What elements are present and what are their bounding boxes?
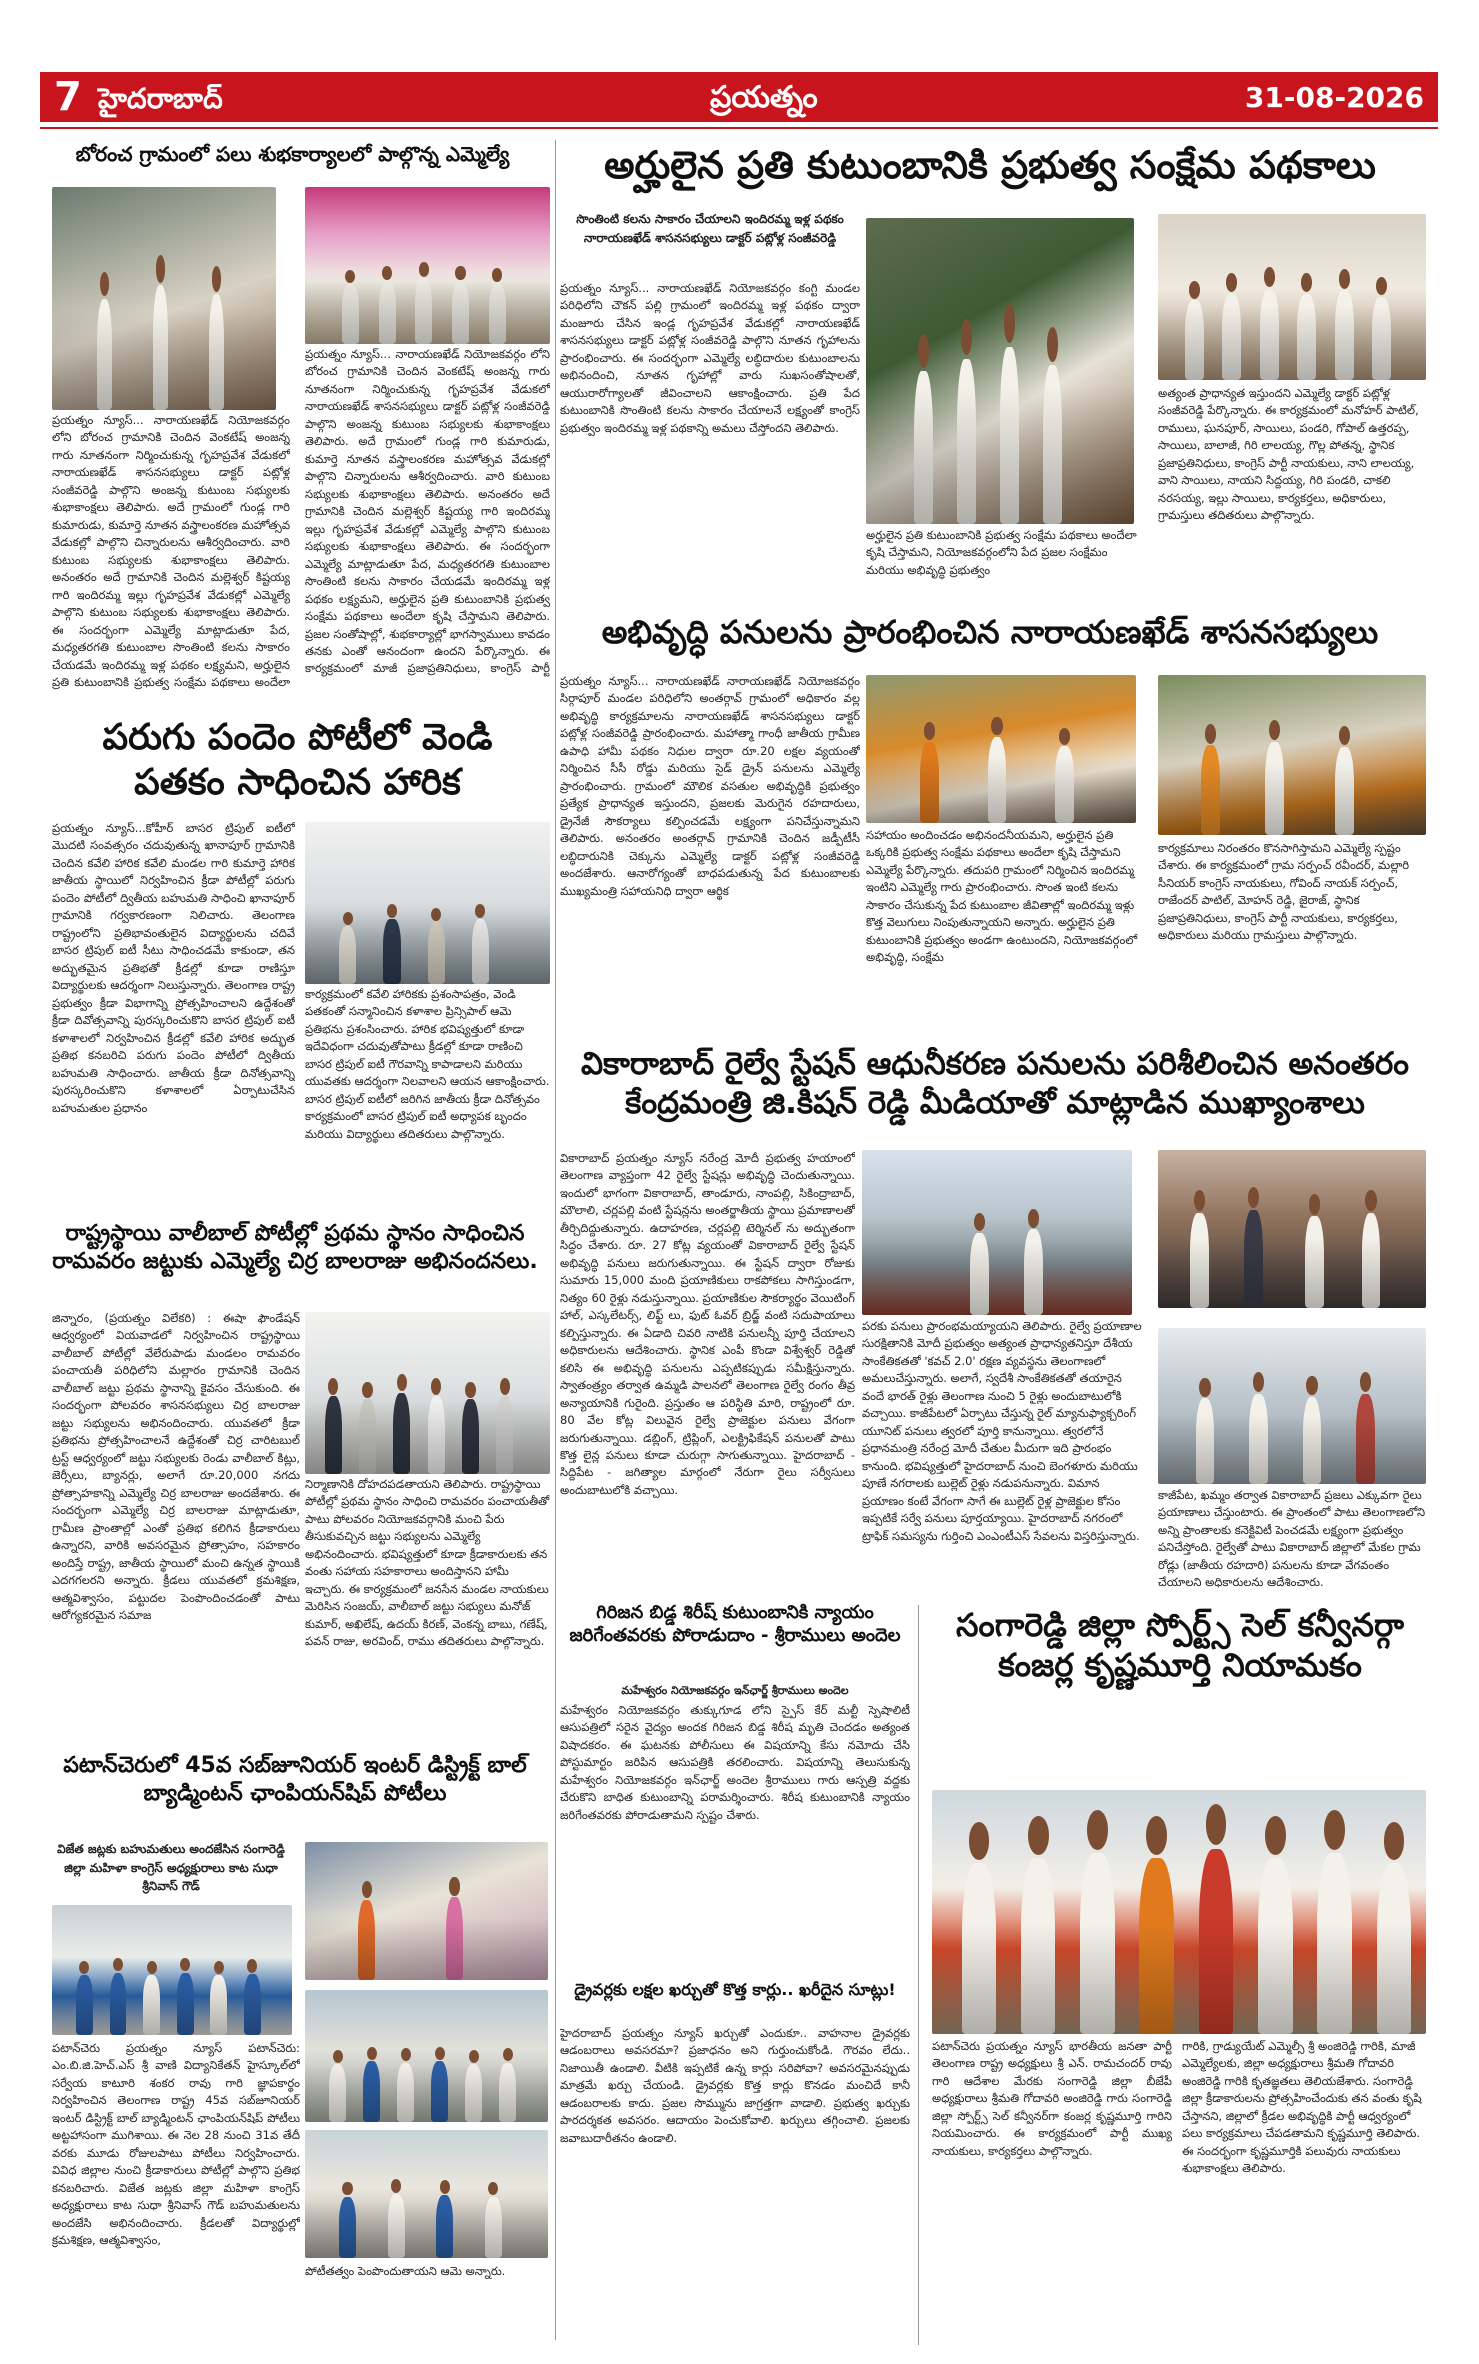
photo-caption: కార్యక్రమంలో కవేలి హారికకు ప్రశంసాపత్రం, వెండి పతకంతో సన్మానించిన కళాశాల ప్రిన్సిపాల్ ఆమె ప్రతిభను ప్రశంసించారు. హారిక భవిష్యత్తులో కూడా ఇదేవిధంగా చదువుతోపాటు క్రీడల్లో కూడా రాణించి బాసర ట్రిపుల్ ఐటీ గౌరవాన్ని కాపాడాలని మరియు యువతకు ఆదర్శంగా నిలవాలని ఆయన ఆకాంక్షించారు. బాసర ట్రిపుల్ ఐటీలో జరిగిన జాతీయ క్రీడా దినోత్సవం కార్యక్రమంలో బాసర ట్రిపుల్ ఐటీ అధ్యాపక బృందం మరియు విద్యార్థులు తదితరులు పాల్గొన్నారు. bbox=[305, 987, 550, 1141]
news-photo bbox=[866, 218, 1134, 524]
news-photo bbox=[932, 1790, 1426, 2034]
headline: బోరంచ గ్రామంలో పలు శుభకార్యాలలో పాల్గొన్న ఎమ్మెల్యే bbox=[75, 142, 510, 166]
news-photo bbox=[52, 1905, 292, 2035]
section-name: హైదరాబాద్ bbox=[98, 82, 223, 115]
paper-logo: ప్రయత్నం bbox=[710, 80, 818, 115]
article-body: హైదరాబాద్ ప్రయత్నం న్యూస్ ఖర్చుతో ఎందుకూ.. వాహనాల డ్రైవర్లకు ఆడంబరాలు అవసరమా? ప్రజాధనం అని గుర్తుంచుకోండి. గౌరవం లేదు.. నిజాయితీ ఉండాలి. వీటికి ఇప్పటికే ఉన్న కార్లు సరిపోవా? అవసరమైనప్పుడు మాత్రమే ఖర్చు చేయండి. డ్రైవర్లకు కొత్త కార్లు కొనడం మంచిదే కానీ ఆడంబరాలకు కాదు. ప్రజల సొమ్మును జాగ్రత్తగా వాడాలి. ప్రభుత్వ ఖర్చుకు పారదర్శకత అవసరం. ఆదాయం పెంచుకోవాలి. ఖర్చులు తగ్గించాలి. ప్రజలకు జవాబుదారీతనం ఉండాలి. bbox=[560, 2026, 910, 2145]
headline: వికారాబాద్ రైల్వే స్టేషన్ ఆధునీకరణ పనులను పరిశీలించిన అనంతరం కేంద్రమంత్రి జి.కిషన్ రెడ్డి మీడియాతో మాట్లాడిన ముఖ్యాంశాలు bbox=[581, 1046, 1409, 1121]
headline: సంగారెడ్డి జిల్లా స్పోర్ట్స్ సెల్ కన్వీనర్గా కంజర్ల కృష్ణమూర్తి నియామకం bbox=[956, 1606, 1404, 1684]
news-photo bbox=[1158, 1150, 1426, 1308]
news-photo bbox=[305, 822, 550, 984]
news-photo bbox=[305, 1842, 548, 1980]
photo-caption: పోటీతత్వం పెంపొందుతాయని ఆమె అన్నారు. bbox=[305, 2264, 506, 2278]
article-body: జిన్నారం, (ప్రయత్నం విలేకరి) : ఈషా ఫౌండేషన్ ఆధ్వర్యంలో వియవాడలో నిర్వహించిన రాష్ట్రస్థాయి వాలీబాల్ పోటీల్లో వేలేరుపాడు మండలం రామవరం పంచాయతీ పరిధిలోని మల్లారం గ్రామానికి చెందిన వాలీబాల్ జట్టు ప్రథమ స్థానాన్ని కైవసం చేసుకుంది. ఈ సందర్భంగా పోలవరం శాసనసభ్యులు చిర్ర బాలరాజు జట్టు సభ్యులను అభినందించారు. యువతలో క్రీడా ప్రతిభను ప్రోత్సహించాలనే ఉద్దేశంతో చిర్ర చారిటబుల్ ట్రస్ట్ ఆధ్వర్యంలో జట్టు సభ్యులకు రెండు వాలీబాల్ కిట్లు, జెర్సీలు, బ్యానర్లు, అలాగే రూ.20,000 నగదు ప్రోత్సాహకాన్ని ఎమ్మెల్యే చిర్ర బాలరాజు అందజేశారు. ఈ సందర్భంగా ఎమ్మెల్యే చిర్ర బాలరాజు మాట్లాడుతూ, గ్రామీణ ప్రాంతాల్లో ఎంతో ప్రతిభ కలిగిన క్రీడాకారులు ఉన్నారని, వారికి అవసరమైన ప్రోత్సాహం, సహకారం అందిస్తే రాష్ట్ర, జాతీయ స్థాయిలో మంచి ఉన్నత స్థాయికి ఎదగగలరని అన్నారు. క్రీడలు యువతలో క్రమశిక్షణ, ఆత్మవిశ్వాసం, పట్టుదల పెంపొందించడంతో పాటు ఆరోగ్యకరమైన సమాజ bbox=[52, 1311, 300, 1622]
photo-caption: కార్యక్రమాలు నిరంతరం కొనసాగిస్తామని ఎమ్మెల్యే స్పష్టం చేశారు. ఈ కార్యక్రమంలో గ్రామ సర్పంచ్ రవీందర్, మల్లారి సీనియర్ కాంగ్రెస్ నాయకులు, గోవింద్ నాయక్ సర్పంచ్, రాజేందర్ పాటిల్, మోహన్ రెడ్డి, జైరాజ్, స్థానిక ప్రజాప్రతినిధులు, కాంగ్రెస్ పార్టీ నాయకులు, కార్యకర్తలు, అధికారులు మరియు గ్రామస్తులు పాల్గొన్నారు. bbox=[1158, 841, 1410, 943]
article-body: ప్రయత్నం న్యూస్...కోహీర్ బాసర ట్రిపుల్ ఐటీలో మొదటి సంవత్సరం చదువుతున్న ఖానాపూర్ గ్రామానికి చెందిన కవేలి హారిక కవేలి మండల గారి కుమార్తె హారిక జాతీయ స్థాయిలో నిర్వహించిన క్రీడా పోటీల్లో పరుగు పందెం పోటీలో ద్వితీయ బహుమతి సాధించి ఖానాపూర్ గ్రామానికి గర్వకారణంగా నిలిచారు. తెలంగాణ రాష్ట్రంలోని ప్రతిభావంతులైన విద్యార్థులను చదివే బాసర ట్రిపుల్ ఐటీ సీటు సాధించడమే కాకుండా, తన అద్భుతమైన ప్రతిభతో క్రీడల్లో కూడా రాణిస్తూ విద్యార్థులకు ఆదర్శంగా నిలుస్తున్నారు. తెలంగాణ రాష్ట్ర ప్రభుత్వం క్రీడా విభాగాన్ని ప్రోత్సహించాలని ఉద్దేశంతో క్రీడా దివోత్సవాన్ని పురస్కరించుకొని బాసర ట్రిపుల్ ఐటీ కళాశాలలో నిర్వహించిన క్రీడల్లో కవేలి హారిక అద్భుత ప్రతిభ కనబరిచి పరుగు పందెం పోటీలో ద్వితీయ బహుమతి సాధించారు. జాతీయ క్రీడా దినోత్సవాన్ని పురస్కరించుకొని కళాశాలలో ఏర్పాటుచేసిన బహుమతుల ప్రధానం bbox=[52, 821, 295, 1115]
headline: అభివృద్ధి పనులను ప్రారంభించిన నారాయణఖేడ్ శాసనసభ్యులు bbox=[601, 613, 1379, 651]
subheading: విజేత జట్లకు బహుమతులు అందజేసిన సంగారెడ్డి జిల్లా మహిళా కాంగ్రెస్ అధ్యక్షురాలు కాట సుధా శ్రీనివాస్ గౌడ్ bbox=[57, 1842, 285, 1894]
photo-caption: నిర్మాణానికి దోహదపడతాయని తెలిపారు. రాష్ట్రస్థాయి పోటీల్లో ప్రథమ స్థానం సాధించి రామవరం పంచాయతీతో పాటు పోలవరం నియోజకవర్గానికి మంచి పేరు తీసుకువచ్చిన జట్టు సభ్యులను ఎమ్మెల్యే అభినందించారు. భవిష్యత్తులో కూడా క్రీడాకారులకు తన వంతు సహాయ సహకారాలు అందిస్తానని హామీ ఇచ్చారు. ఈ కార్యక్రమంలో జనసేన మండల నాయకులు మెరిసిన సంజయ్, వాలీబాల్ జట్టు సభ్యులు మనోజ్ కుమార్, అఖిలేష్, ఉదయ్ కిరణ్, వెంకన్న బాబు, గణేష్, పవన్ రాజు, అరవింద్, రాము తదితరులు పాల్గొన్నారు. bbox=[305, 1477, 550, 1649]
headline: పటాన్‌చెరులో 45వ సబ్‌జూనియర్ ఇంటర్ డిస్ట్రిక్ట్ బాల్ బ్యాడ్మింటన్ ఛాంపియన్‌షిప్ పోటీలు bbox=[63, 1753, 527, 1806]
article-body: ప్రయత్నం న్యూస్... నారాయణఖేడ్ నియోజకవర్గం లోని బోరంచ గ్రామానికి చెందిన వెంకటేష్ అంజన్న గారు నూతనంగా నిర్మించుకున్న గృహప్రవేశ వేడుకలో నారాయణఖేడ్ శాసనసభ్యులు డాక్టర్ పట్లోళ్ల సంజీవరెడ్డి పాల్గొని అంజన్న కుటుంబ సభ్యులకు శుభాకాంక్షలు తెలిపారు. అదే గ్రామంలో గుండ్ల గారి కుమారుడు, కుమార్తె నూతన వస్త్రాలంకరణ మహోత్సవ వేడుకల్లో పాల్గొని చిన్నారులను ఆశీర్వదించారు. వారి కుటుంబ సభ్యులకు శుభాకాంక్షలు తెలిపారు. అనంతరం అదే గ్రామానికి చెందిన మల్లెశ్వర్ కిష్టయ్య గారి ఇందిరమ్మ ఇల్లు గృహప్రవేశ వేడుకల్లో ఎమ్మెల్యే పాల్గొని కుటుంబ సభ్యులకు శుభాకాంక్షలు తెలిపారు. ఈ సందర్భంగా ఎమ్మెల్యే మాట్లాడుతూ పేద, మధ్యతరగతి కుటుంబాల సొంతింటి కలను సాకారం చేయడమే ఇందిరమ్మ ఇళ్ల పథకం లక్ష్యమని, అర్హులైన ప్రతి కుటుంబానికి ప్రభుత్వ సంక్షేమ పథకాలు అందేలా bbox=[52, 413, 290, 690]
masthead bbox=[40, 72, 1438, 122]
photo-caption: అత్యంత ప్రాధాన్యత ఇస్తుందని ఎమ్మెల్యే డాక్టర్ పట్లోళ్ల సంజీవరెడ్డి పేర్కొన్నారు. ఈ కార్యక్రమంలో మనోహర్ పాటిల్, రాములు, ఘనపూర్, సాయిలు, పండరి, గోపాల్ ఉత్తరప్ప, సాయిలు, బాలాజీ, గిరి లాలయ్య, గొల్ల పోతన్న, స్థానిక ప్రజాప్రతినిధులు, కాంగ్రెస్ పార్టీ నాయకులు, నాని లాలయ్య, వాని సాయిలు, నాయని సిద్దయ్య, గిరి పండరి, చాకలి నరసయ్య, ఇల్లు సాయిలు, కార్యకర్తలు, అధికారులు, గ్రామస్తులు తదితరులు పాల్గొన్నారు. bbox=[1158, 386, 1419, 523]
news-photo bbox=[862, 1150, 1132, 1315]
article-body: మహేశ్వరం నియోజకవర్గం తుక్కుగూడ లోని స్పైస్ కేర్ మల్టీ స్పెషాలిటీ ఆసుపత్రిలో సరైన వైద్యం అందక గిరిజన బిడ్డ శిరీష మృతి చెందడం అత్యంత విషాదకరం. ఈ ఘటనకు పోలీసులు ఈ విషయాన్ని కేసు నమోదు చేసి పోస్టుమార్టం జరిపిన ఆసుపత్రికి తరలించారు. విషయాన్ని తెలుసుకున్న మహేశ్వరం నియోజకవర్గం ఇన్‌ఛార్జ్ అందెల శ్రీరాములు గారు ఆస్పత్రి వద్దకు చేరుకొని బాధిత కుటుంబాన్ని పరామర్శించారు. శిరీష కుటుంబానికి న్యాయం జరిగేంతవరకు పోరాడుతామని స్పష్టం చేశారు. bbox=[560, 1703, 910, 1822]
article-body: పటాన్‌చెరు ప్రయత్నం న్యూస్ భారతీయ జనతా పార్టీ తెలంగాణ రాష్ట్ర అధ్యక్షులు శ్రీ ఎన్. రామచందర్ రావు గారి ఆదేశాల మేరకు సంగారెడ్డి జిల్లా బీజేపీ అధ్యక్షురాలు శ్రీమతి గోదావరి అంజిరెడ్డి గారు సంగారెడ్డి జిల్లా స్పోర్ట్స్ సెల్ కన్వీనర్‌గా కంజర్ల కృష్ణమూర్తి గారిని నియమించారు. ఈ కార్యక్రమంలో పార్టీ ముఖ్య నాయకులు, కార్యకర్తలు పాల్గొన్నారు. bbox=[932, 2039, 1172, 2158]
headline: పరుగు పందెం పోటీలో వెండి పతకం సాధించిన హారిక bbox=[102, 717, 493, 803]
article-body-cont: ప్రయత్నం న్యూస్... నారాయణఖేడ్ నియోజకవర్గం లోని బోరంచ గ్రామానికి చెందిన వెంకటేష్ అంజన్న గారు నూతనంగా నిర్మించుకున్న గృహప్రవేశ వేడుకలో నారాయణఖేడ్ శాసనసభ్యులు డాక్టర్ పట్లోళ్ల సంజీవరెడ్డి పాల్గొని అంజన్న కుటుంబ సభ్యులకు శుభాకాంక్షలు తెలిపారు. అదే గ్రామంలో గుండ్ల గారి కుమారుడు, కుమార్తె నూతన వస్త్రాలంకరణ మహోత్సవ వేడుకల్లో పాల్గొని చిన్నారులను ఆశీర్వదించారు. వారి కుటుంబ సభ్యులకు శుభాకాంక్షలు తెలిపారు. అనంతరం అదే గ్రామానికి చెందిన మల్లెశ్వర్ కిష్టయ్య గారి ఇందిరమ్మ ఇల్లు గృహప్రవేశ వేడుకల్లో ఎమ్మెల్యే పాల్గొని కుటుంబ సభ్యులకు శుభాకాంక్షలు తెలిపారు. ఈ సందర్భంగా ఎమ్మెల్యే మాట్లాడుతూ పేద, మధ్యతరగతి కుటుంబాల సొంతింటి కలను సాకారం చేయడమే ఇందిరమ్మ ఇళ్ల పథకం లక్ష్యమని, అర్హులైన ప్రతి కుటుంబానికి ప్రభుత్వ సంక్షేమ పథకాలు అందేలా కృషి చేస్తామని తెలిపారు. ప్రజల సంతోషాల్లో, శుభకార్యాల్లో భాగస్వాములు కావడం తనకు ఎంతో ఆనందంగా ఉందని పేర్కొన్నారు. ఈ కార్యక్రమంలో మాజీ ప్రజాప్రతినిధులు, కాంగ్రెస్ పార్టీ bbox=[305, 347, 550, 676]
subheadline: డ్రైవర్లకు లక్షల ఖర్చుతో కొత్త కార్లు.. ఖరీదైన సూట్లు! bbox=[574, 1980, 896, 1999]
news-photo bbox=[1158, 675, 1426, 835]
news-photo bbox=[305, 187, 550, 344]
photo-caption: సహాయం అందించడం అభినందనీయమని, అర్హులైన ప్రతి ఒక్కరికి ప్రభుత్వ సంక్షేమ పథకాలు అందేలా కృషి చేస్తామని ఎమ్మెల్యే పేర్కొన్నారు. తదుపరి గ్రామంలో నిర్మించిన ఇందిరమ్మ ఇంటిని ఎమ్మెల్యే గారు ప్రారంభించారు. సొంత ఇంటి కలను సాకారం చేసుకున్న పేద కుటుంబాల జీవితాల్లో ఇందిరమ్మ ఇళ్లు కొత్త వెలుగులు నింపుతున్నాయని అన్నారు. అర్హులైన ప్రతి కుటుంబానికి ప్రభుత్వం అండగా ఉంటుందని, నియోజకవర్గంలో అభివృద్ధి, సంక్షేమ bbox=[866, 828, 1138, 965]
news-photo bbox=[305, 1990, 548, 2122]
issue-date: 31-08-2026 bbox=[1244, 81, 1424, 114]
subheading: మహేశ్వరం నియోజకవర్గం ఇన్‌ఛార్జ్ శ్రీరాములు అందెల bbox=[621, 1684, 849, 1697]
headline: గిరిజన బిడ్డ శిరీష్ కుటుంబానికి న్యాయం జరిగేంతవరకు పోరాడుదాం - శ్రీరాములు అందెల bbox=[569, 1602, 901, 1646]
headline: రాష్ట్రస్థాయి వాలీబాల్ పోటీల్లో ప్రథమ స్థానం సాధించిన రామవరం జట్టుకు ఎమ్మెల్యే చిర్ర బాలరాజు అభినందనలు. bbox=[52, 1221, 538, 1274]
column-rule bbox=[555, 140, 556, 2340]
article-body: పటాన్‌చెరు ప్రయత్నం న్యూస్ పటాన్‌చెరు: ఎం.బి.జి.హెచ్.ఎస్ శ్రీ వాణి విద్యానికేతన్ హైస్కూల్‌లో సర్వేయ కాటూరి శంకర రావు గారి జ్ఞాపకార్థం నిర్వహించిన తెలంగాణ రాష్ట్ర 45వ సబ్‌జూనియర్ ఇంటర్ డిస్ట్రిక్ట్ బాల్ బ్యాడ్మింటన్ ఛాంపియన్‌షిప్ పోటీలు అట్టహాసంగా ముగిశాయి. ఈ నెల 28 నుంచి 31వ తేదీ వరకు మూడు రోజులపాటు పోటీలు నిర్వహించారు. వివిధ జిల్లాల నుంచి క్రీడాకారులు పోటీల్లో పాల్గొని ప్రతిభ కనబరిచారు. విజేత జట్లకు జిల్లా మహిళా కాంగ్రెస్ అధ్యక్షురాలు కాట సుధా శ్రీనివాస్ గౌడ్ బహుమతులను అందజేసి అభినందించారు. క్రీడలతో విద్యార్థుల్లో క్రమశిక్షణ, ఆత్మవిశ్వాసం, bbox=[52, 2041, 300, 2248]
photo-caption: పరకు పనులు ప్రారంభమయ్యాయని తెలిపారు. రైల్వే ప్రయాణాల సురక్షితానికి మోదీ ప్రభుత్వం అత్యంత ప్రాధాన్యతనిస్తూ దేశీయ సాంకేతికతతో 'కవచ్ 2.0' రక్షణ వ్యవస్థను తెలంగాణలో అమలుచేస్తున్నారు. అలాగే, స్వదేశీ సాంకేతికతతో తయారైన వందే భారత్ రైళ్లు తెలంగాణ నుంచి 5 రైళ్లు అందుబాటులోకి వచ్చాయి. కాజీపేటలో ఏర్పాటు చేస్తున్న రైల్ మ్యానుఫ్యాక్చరింగ్ యూనిట్ పనులు త్వరలో పూర్తి కానున్నాయి. త్వరలోనే ప్రధానమంత్రి నరేంద్ర మోదీ చేతుల మీదుగా ఇది ప్రారంభం కానుంది. భవిష్యత్తులో హైదరాబాద్ నుంచి బెంగళూరు మరియు పూణే నగరాలకు బుల్లెట్ రైళ్లు నడుపనున్నారు. విమాన ప్రయాణం కంటే వేగంగా సాగే ఈ బుల్లెట్ రైళ్ల ప్రాజెక్టుల కోసం ఇప్పటికే సర్వే పనులు పూర్తయ్యాయి. హైదరాబాద్ నగరంలో ట్రాఫిక్ సమస్యను గుర్తించి ఎంఎంటీఎస్ సేవలను విస్తరిస్తున్నారు. bbox=[862, 1319, 1142, 1543]
article-body: ప్రయత్నం న్యూస్... నారాయణఖేడ్ నియోజకవర్గం కంగ్టి మండల పరిధిలోని చౌకన్ పల్లి గ్రామంలో ఇందిరమ్మ ఇళ్ల పథకం ద్వారా మంజూరు చేసిన ఇండ్ల గృహప్రవేశ వేడుకల్లో నారాయణఖేడ్ శాసనసభ్యులు డాక్టర్ పట్లోళ్ల సంజీవరెడ్డి పాల్గొని నూతన గృహాలను ప్రారంభించారు. ఈ సందర్భంగా ఎమ్మెల్యే లబ్ధిదారుల కుటుంబాలను అభినందించి, నూతన గృహాల్లో వారు సుఖసంతోషాలతో, ఆయురారోగ్యాలతో జీవించాలని ఆకాంక్షించారు. ప్రతి పేద కుటుంబానికి సొంతింటి కలను సాకారం చేయాలనే లక్ష్యంతో కాంగ్రెస్ ప్రభుత్వం ఇందిరమ్మ ఇళ్ల పథకాన్ని అమలు చేస్తోందని తెలిపారు. bbox=[560, 281, 860, 435]
photo-caption: కాజీపేట, ఖమ్మం తర్వాత వికారాబాద్ ప్రజలు ఎక్కువగా రైలు ప్రయాణాలు చేస్తుంటారు. ఈ ప్రాంతంలో పాటు తెలంగాణలోని అన్ని ప్రాంతాలకు కనెక్టివిటీ పెంచడమే లక్ష్యంగా ప్రభుత్వం పనిచేస్తోంది. రైల్వేతో పాటు వికారాబాద్ జిల్లాలో మేకల గ్రామ రోడ్లు (జాతీయ రహదారి) పనులను కూడా వేగవంతం చేయాలని అధికారులను ఆదేశించారు. bbox=[1158, 1488, 1426, 1590]
news-photo bbox=[1158, 1328, 1426, 1484]
article-body: వికారాబాద్ ప్రయత్నం న్యూస్ నరేంద్ర మోదీ ప్రభుత్వ హయాంలో తెలంగాణ వ్యాప్తంగా 42 రైల్వే స్టేషన్లు అభివృద్ధి చెందుతున్నాయి. ఇందులో భాగంగా వికారాబాద్, తాండూరు, నాంపల్లి, సికింద్రాబాద్, మౌలాలి, చర్లపల్లి వంటి స్టేషన్లను అంతర్జాతీయ స్థాయి ప్రమాణాలతో తీర్చిదిద్దుతున్నారు. ఉదాహరణ, చర్లపల్లి టెర్మినల్ ను అద్భుతంగా సిద్ధం చేశారు. రూ. 27 కోట్ల వ్యయంతో వికారాబాద్ రైల్వే స్టేషన్ అభివృద్ధి పనులు జరుగుతున్నాయి. ఈ స్టేషన్ ద్వారా రోజుకు సుమారు 15,000 మంది ప్రయాణికులు రాకపోకలు సాగిస్తుండగా, నిత్యం 60 రైళ్లు నడుస్తున్నాయి. ప్రయాణికుల సౌకర్యార్థం వెయిటింగ్ హాల్, ఎస్కలేటర్స్, లిఫ్ట్ లు, ఫుట్ ఓవర్ బ్రిడ్జ్ వంటి సదుపాయాలు కల్పిస్తున్నారు. ఈ ఏడాది చివరి నాటికి పనులన్నీ పూర్తి చేయాలని అధికారులను ఆదేశించారు. స్థానిక ఎంపీ కొండా విశ్వేశ్వర్ రెడ్డితో కలిసి ఈ అభివృద్ధి పనులను ఎప్పటికప్పుడు సమీక్షిస్తున్నారు. స్వాతంత్ర్యం తర్వాత ఉమ్మడి పాలనలో తెలంగాణ రైల్వే రంగం తీవ్ర అన్యాయానికి గురైంది. ప్రస్తుతం ఆ పరిస్థితి మారి, రాష్ట్రంలో రూ. 80 వేల కోట్ల విలువైన రైల్వే ప్రాజెక్టుల పనులు వేగంగా జరుగుతున్నాయి. డబ్లింగ్, ట్రిప్లింగ్, ఎలక్ట్రిఫికేషన్ పనులతో పాటు కొత్త లైన్ల పనులు కూడా చురుగ్గా సాగుతున్నాయి. హైదరాబాద్ - సిద్దిపేట - జగిత్యాల మార్గంలో నేరుగా రైలు సర్వీసులు అందుబాటులోకి వచ్చాయి. bbox=[560, 1151, 855, 1497]
headline: అర్హులైన ప్రతి కుటుంబానికి ప్రభుత్వ సంక్షేమ పథకాలు bbox=[604, 143, 1376, 187]
page-number: 7 bbox=[54, 74, 82, 120]
photo-caption: అర్హులైన ప్రతి కుటుంబానికి ప్రభుత్వ సంక్షేమ పథకాలు అందేలా కృషి చేస్తామని, నియోజకవర్గంలోని పేద ప్రజల సంక్షేమం మరియు అభివృద్ధి ప్రభుత్వం bbox=[866, 528, 1137, 577]
news-photo bbox=[305, 2130, 548, 2258]
news-photo bbox=[866, 675, 1136, 823]
photo-caption: గారికి, గ్రాడ్యుయేట్ ఎమ్మెల్సీ శ్రీ అంజిరెడ్డి గారికి, మాజీ ఎమ్మెల్యేలకు, జిల్లా అధ్యక్షురాలు శ్రీమతి గోదావరి అంజిరెడ్డి గారికి కృతజ్ఞతలు తెలియజేశారు. సంగారెడ్డి జిల్లా క్రీడాకారులను ప్రోత్సహించేందుకు తన వంతు కృషి చేస్తానని, జిల్లాలో క్రీడల అభివృద్ధికి పార్టీ ఆధ్వర్యంలో పలు కార్యక్రమాలు చేపడతామని కృష్ణమూర్తి తెలిపారు. ఈ సందర్భంగా కృష్ణమూర్తికి పలువురు నాయకులు శుభాకాంక్షలు తెలిపారు. bbox=[1182, 2039, 1422, 2176]
subheading: సొంతింటి కలను సాకారం చేయాలని ఇందిరమ్మ ఇళ్ల పథకం నారాయణఖేడ్ శాసనసభ్యులు డాక్టర్ పట్లోళ్ల సంజీవరెడ్డి bbox=[576, 212, 844, 245]
news-photo bbox=[52, 187, 276, 410]
column-rule bbox=[918, 1605, 919, 2345]
masthead-rule bbox=[40, 127, 1438, 129]
article-body: ప్రయత్నం న్యూస్... నారాయణఖేడ్ నారాయణఖేడ్ నియోజకవర్గం సిర్గాపూర్ మండల పరిధిలోని అంతర్గావ్ గ్రామంలో అధికారం వల్ల అభివృద్ధి కార్యక్రమాలను నారాయణఖేడ్ శాసనసభ్యులు డాక్టర్ పట్లోళ్ల సంజీవరెడ్డి ప్రారంభించారు. మహాత్మా గాంధీ జాతీయ గ్రామీణ ఉపాధి హామీ పథకం నిధుల ద్వారా రూ.20 లక్షల వ్యయంతో నిర్మించిన సీసీ రోడ్డు మరియు సైడ్ డ్రైన్ పనులను ఎమ్మెల్యే ప్రారంభించారు. గ్రామంలో మౌలిక వసతుల అభివృద్ధికి ప్రభుత్వం ప్రత్యేక ప్రాధాన్యత ఇస్తుందని, ప్రజలకు మెరుగైన రహదారులు, డ్రైనేజీ సౌకర్యాలు కల్పించడమే లక్ష్యంగా పనిచేస్తున్నామని తెలిపారు. అనంతరం అంతర్గావ్ గ్రామానికి చెందిన జడ్పీటీసీ లబ్ధిదారునికి చెక్కును ఎమ్మెల్యే డాక్టర్ పట్లోళ్ల సంజీవరెడ్డి అందజేశారు. ఆనారోగ్యంతో బాధపడుతున్న పేద కుటుంబాలకు ముఖ్యమంత్రి సహాయనిధి ద్వారా ఆర్థిక bbox=[560, 674, 860, 898]
news-photo bbox=[305, 1312, 550, 1474]
news-photo bbox=[1158, 214, 1426, 380]
